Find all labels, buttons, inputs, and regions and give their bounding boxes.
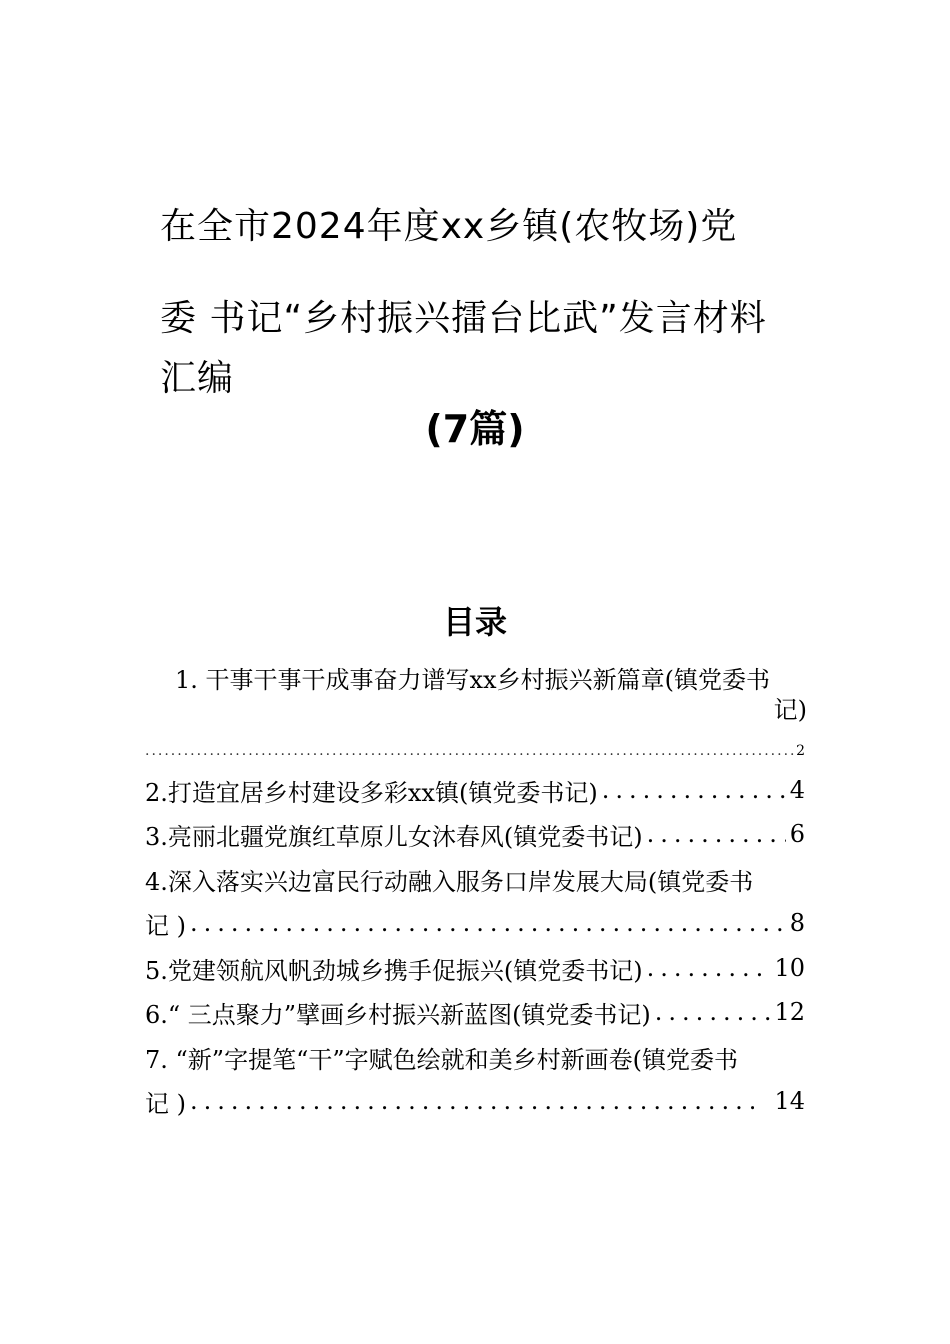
toc-item-3-text: 3.亮丽北疆党旗红草原儿女沐春风(镇党委书记) (145, 822, 643, 851)
toc-item-4-cont[interactable] (145, 906, 805, 940)
toc-item-6-text: 6.“ 三点聚力”擘画乡村振兴新蓝图(镇党委书记) (145, 1000, 651, 1029)
toc-item-7-page: 14 (774, 1087, 805, 1115)
title-line-3: 汇编 (160, 358, 235, 399)
toc-item-1-leader (145, 740, 805, 762)
toc-heading: 目录 (442, 603, 507, 641)
toc-item-3[interactable] (145, 817, 805, 851)
toc-item-1-page: 2 (796, 743, 805, 759)
dot-leader (655, 998, 771, 1026)
toc-item-4[interactable] (145, 862, 815, 896)
toc-item-6-page: 12 (774, 998, 805, 1026)
toc-item-4-text: 4.深入落实兴边富民行动融入服务口岸发展大局(镇党委书 (145, 867, 754, 896)
toc-item-5[interactable] (145, 951, 805, 985)
dot-leader (647, 820, 786, 848)
toc-item-7[interactable] (145, 1040, 815, 1074)
toc-item-1-text: 1. 干事干事干成事奋力谱写xx乡村振兴新篇章(镇党委书 (175, 666, 770, 694)
article-count: (7篇) (425, 407, 525, 451)
toc-item-7-text: 7. “新”字提笔“干”字赋色绘就和美乡村新画卷(镇党委书 (145, 1045, 738, 1074)
dot-leader (647, 954, 771, 982)
toc-item-2-text: 2.打造宜居乡村建设多彩xx镇(镇党委书记) (145, 778, 598, 807)
dot-leader (602, 776, 786, 804)
toc-item-7-cont[interactable] (145, 1084, 805, 1118)
title-line-2: 委 书记“乡村振兴擂台比武”发言材料 (160, 298, 767, 339)
toc-item-2-page: 4 (789, 776, 805, 804)
toc-item-3-page: 6 (789, 820, 805, 848)
dot-leader (190, 909, 786, 937)
toc-item-1-text-cont: 记) (773, 696, 807, 724)
toc-item-5-page: 10 (774, 954, 805, 982)
dot-leader (145, 743, 794, 759)
toc-item-7-text-cont: 记 ) (145, 1089, 186, 1118)
title-line-1: 在全市2024年度xx乡镇(农牧场)党 (160, 206, 738, 247)
toc-item-4-page: 8 (789, 909, 805, 937)
toc-item-2[interactable] (145, 773, 805, 807)
toc-item-1[interactable] (175, 665, 807, 725)
toc-item-6[interactable] (145, 995, 805, 1029)
toc-item-5-text: 5.党建领航风帆劲城乡携手促振兴(镇党委书记) (145, 956, 643, 985)
dot-leader (190, 1087, 754, 1115)
toc-item-4-text-cont: 记 ) (145, 911, 186, 940)
